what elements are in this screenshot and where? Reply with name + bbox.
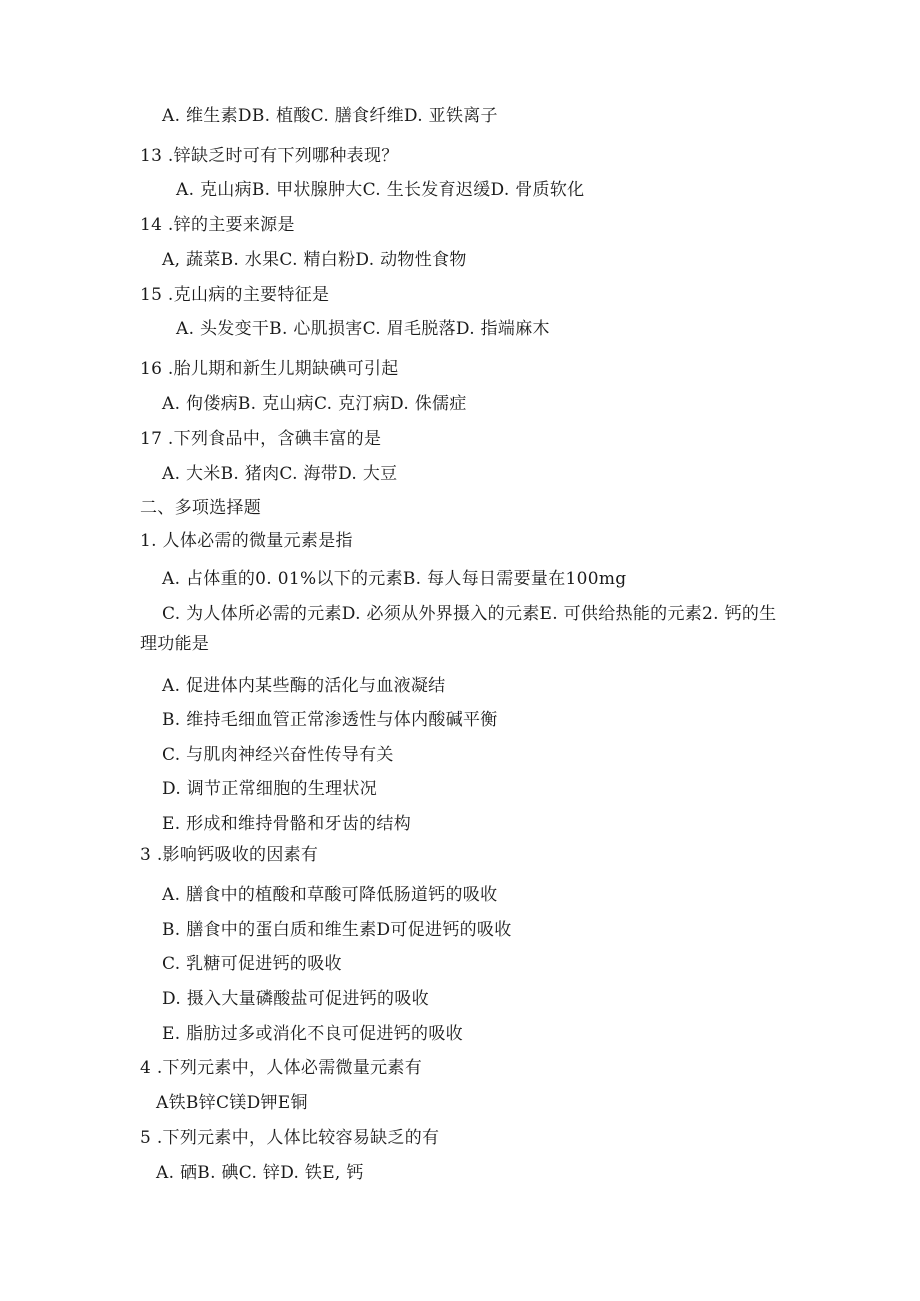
mq2-option-d: D. 调节正常细胞的生理状况: [162, 779, 378, 799]
mq3-option-b: B. 膳食中的蛋白质和维生素D可促进钙的吸收: [162, 920, 512, 940]
mq5-question: 5 .下列元素中，人体比较容易缺乏的有: [140, 1128, 440, 1148]
mq3-option-e: E. 脂肪过多或消化不良可促进钙的吸收: [162, 1024, 463, 1044]
mq1-question: 1. 人体必需的微量元素是指: [140, 531, 353, 551]
mq3-question: 3 .影响钙吸收的因素有: [140, 845, 319, 865]
mq1-options-line2: C. 为人体所必需的元素D. 必须从外界摄入的元素E. 可供给热能的元素2. 钙的生理功能是: [140, 604, 777, 654]
mq1-options-line1: A. 占体重的0. 01%以下的元素B. 每人每日需要量在100mg: [162, 569, 627, 589]
mq2-option-a: A. 促进体内某些酶的活化与血液凝结: [162, 676, 446, 696]
mq4-question: 4 .下列元素中，人体必需微量元素有: [140, 1058, 423, 1078]
q16-options: A. 佝偻病B. 克山病C. 克汀病D. 侏儒症: [162, 394, 467, 414]
mq2-option-c: C. 与肌肉神经兴奋性传导有关: [162, 745, 394, 765]
mq3-option-c: C. 乳糖可促进钙的吸收: [162, 954, 342, 974]
mq5-options: A. 硒B. 碘C. 锌D. 铁E, 钙: [156, 1163, 364, 1183]
section-heading-multiple-choice: 二、多项选择题: [140, 498, 262, 518]
mq4-options: A铁B锌C镁D钾E铜: [156, 1093, 308, 1113]
q13-options: A. 克山病B. 甲状腺肿大C. 生长发育迟缓D. 骨质软化: [176, 180, 585, 200]
q15-options: A. 头发变干B. 心肌损害C. 眉毛脱落D. 指端麻木: [176, 319, 550, 339]
q14-options: A, 蔬菜B. 水果C. 精白粉D. 动物性食物: [162, 250, 467, 270]
mq2-option-e: E. 形成和维持骨骼和牙齿的结构: [162, 814, 412, 834]
q15-question: 15 .克山病的主要特征是: [140, 285, 330, 305]
mq2-option-b: B. 维持毛细血管正常渗透性与体内酸碱平衡: [162, 710, 498, 730]
q17-options: A. 大米B. 猪肉C. 海带D. 大豆: [162, 464, 398, 484]
q16-question: 16 .胎儿期和新生儿期缺碘可引起: [140, 359, 399, 379]
q13-question: 13 .锌缺乏时可有下列哪种表现？: [140, 146, 399, 166]
q12-options: A. 维生素DB. 植酸C. 膳食纤维D. 亚铁离子: [162, 106, 498, 126]
q17-question: 17 .下列食品中，含碘丰富的是: [140, 429, 382, 449]
mq3-option-a: A. 膳食中的植酸和草酸可降低肠道钙的吸收: [162, 885, 498, 905]
q14-question: 14 .锌的主要来源是: [140, 215, 295, 235]
mq3-option-d: D. 摄入大量磷酸盐可促进钙的吸收: [162, 989, 429, 1009]
